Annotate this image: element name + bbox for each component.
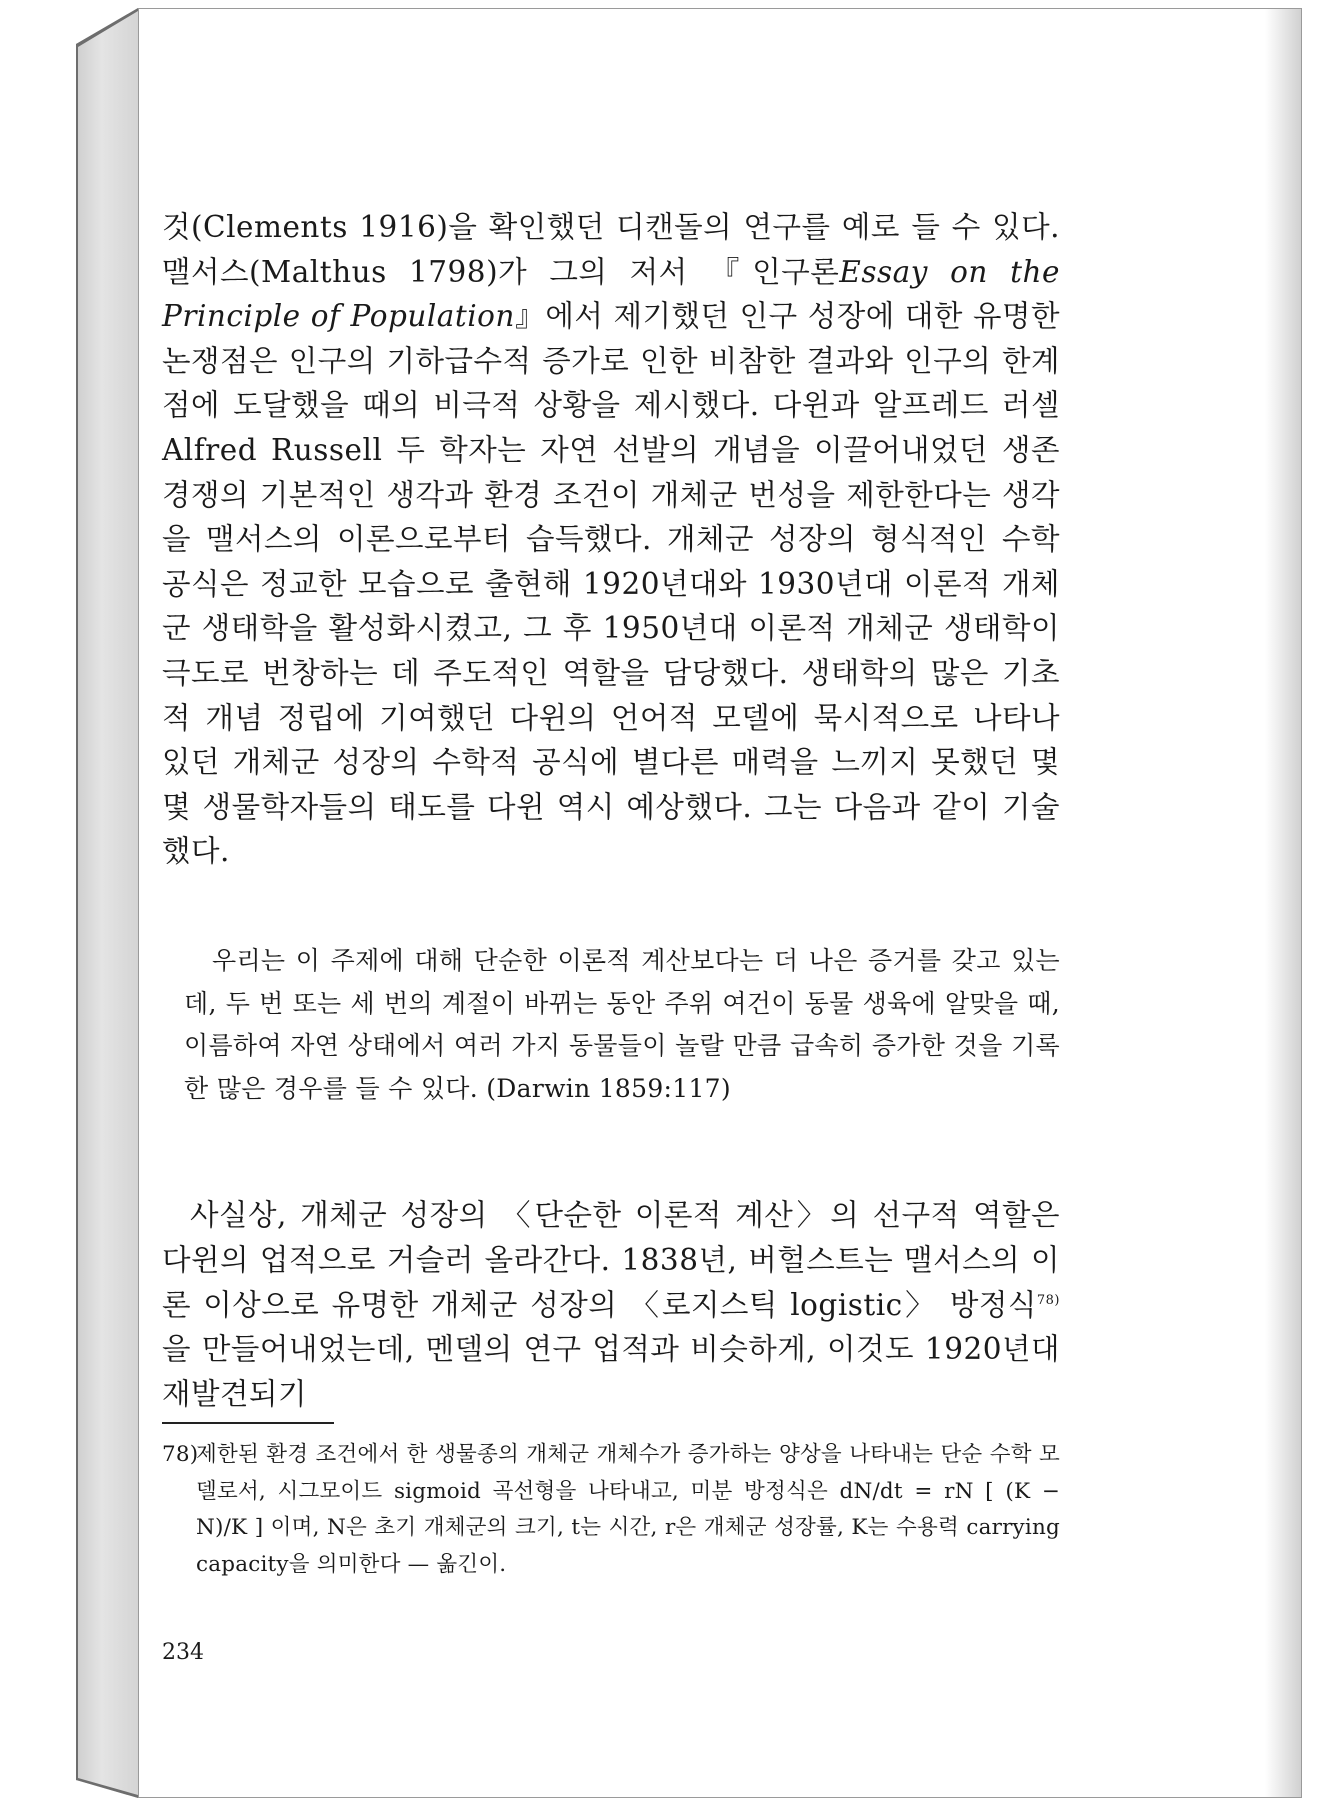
footnote-divider — [162, 1422, 334, 1424]
body-paragraph-1 — [162, 205, 1060, 874]
footnote — [162, 1437, 1060, 1583]
footnote-number: 78) — [162, 1442, 199, 1467]
paragraph-2-text-a: 사실상, 개체군 성장의 〈단순한 이론적 계산〉의 선구적 역할은 다윈의 업적으로 거슬러 올라간다. 1838년, 버헐스트는 맬서스의 이론 이상으로 유명한 개체군 성장의 〈로지스틱 logistic〉 방정식 — [162, 1198, 1060, 1322]
paragraph-1-text-b: 』에서 제기했던 인구 성장에 대한 유명한 논쟁점은 인구의 기하급수적 증가로 인한 비참한 결과와 인구의 한계점에 도달했을 때의 비극적 상황을 제시했다. 다윈과 알프레드 러셀 Alfred Russell 두 학자는 자연 선발의 개념을 이끌어내었던 생존 경쟁의 기본적인 생각과 환경 조건이 개체군 번성을 제한한다는 생각을 맬서스의 이론으로부터 습득했다. 개체군 성장의 형식적인 수학 공식은 정교한 모습으로 출현해 1920년대와 1930년대 이론적 개체군 생태학을 활성화시켰고, 그 후 1950년대 이론적 개체군 생태학이 극도로 번창하는 데 주도적인 역할을 담당했다. 생태학의 많은 기초적 개념 정립에 기여했던 다윈의 언어적 모델에 묵시적으로 나타나 있던 개체군 성장의 수학적 공식에 별다른 매력을 느끼지 못했던 몇몇 생물학자들의 태도를 다윈 역시 예상했다. 그는 다음과 같이 기술했다. — [162, 299, 1060, 869]
body-paragraph-2 — [162, 1193, 1060, 1417]
footnote-reference: 78) — [1036, 1292, 1060, 1308]
quote-text: 우리는 이 주제에 대해 단순한 이론적 계산보다는 더 나은 증거를 갖고 있는데, 두 번 또는 세 번의 계절이 바뀌는 동안 주위 여건이 동물 생육에 알맞을 때, 이름하여 자연 상태에서 여러 가지 동물들이 놀랄 만큼 급속히 증가한 것을 기록한 많은 경우를 들 수 있다. (Darwin 1859:117) — [184, 946, 1060, 1103]
book-title: Essay on the Principle of Population — [162, 254, 1060, 334]
paragraph-2-text-b: 을 만들어내었는데, 멘델의 연구 업적과 비슷하게, 이것도 1920년대 재발견되기 — [162, 1332, 1060, 1412]
book-spine — [76, 8, 139, 1798]
footnote-body — [162, 1437, 1060, 1583]
paragraph-1-text-a: 것(Clements 1916)을 확인했던 디캔돌의 연구를 예로 들 수 있다. 맬서스(Malthus 1798)가 그의 저서 『인구론 — [162, 210, 1060, 289]
block-quote — [184, 940, 1060, 1110]
footnote-text: 제한된 환경 조건에서 한 생물종의 개체군 개체수가 증가하는 양상을 나타내는 단순 수학 모델로서, 시그모이드 sigmoid 곡선형을 나타내고, 미분 방정식은 dN/dt = rN [ (K − N)/K ] 이며, N은 초기 개체군의 크기, t는 시간, r은 개체군 성장률, K는 수용력 carrying capacity을 의미한다 — 옮긴이. — [196, 1442, 1060, 1577]
page-number: 234 — [162, 1640, 204, 1665]
page-edge-shadow — [1265, 9, 1301, 1797]
